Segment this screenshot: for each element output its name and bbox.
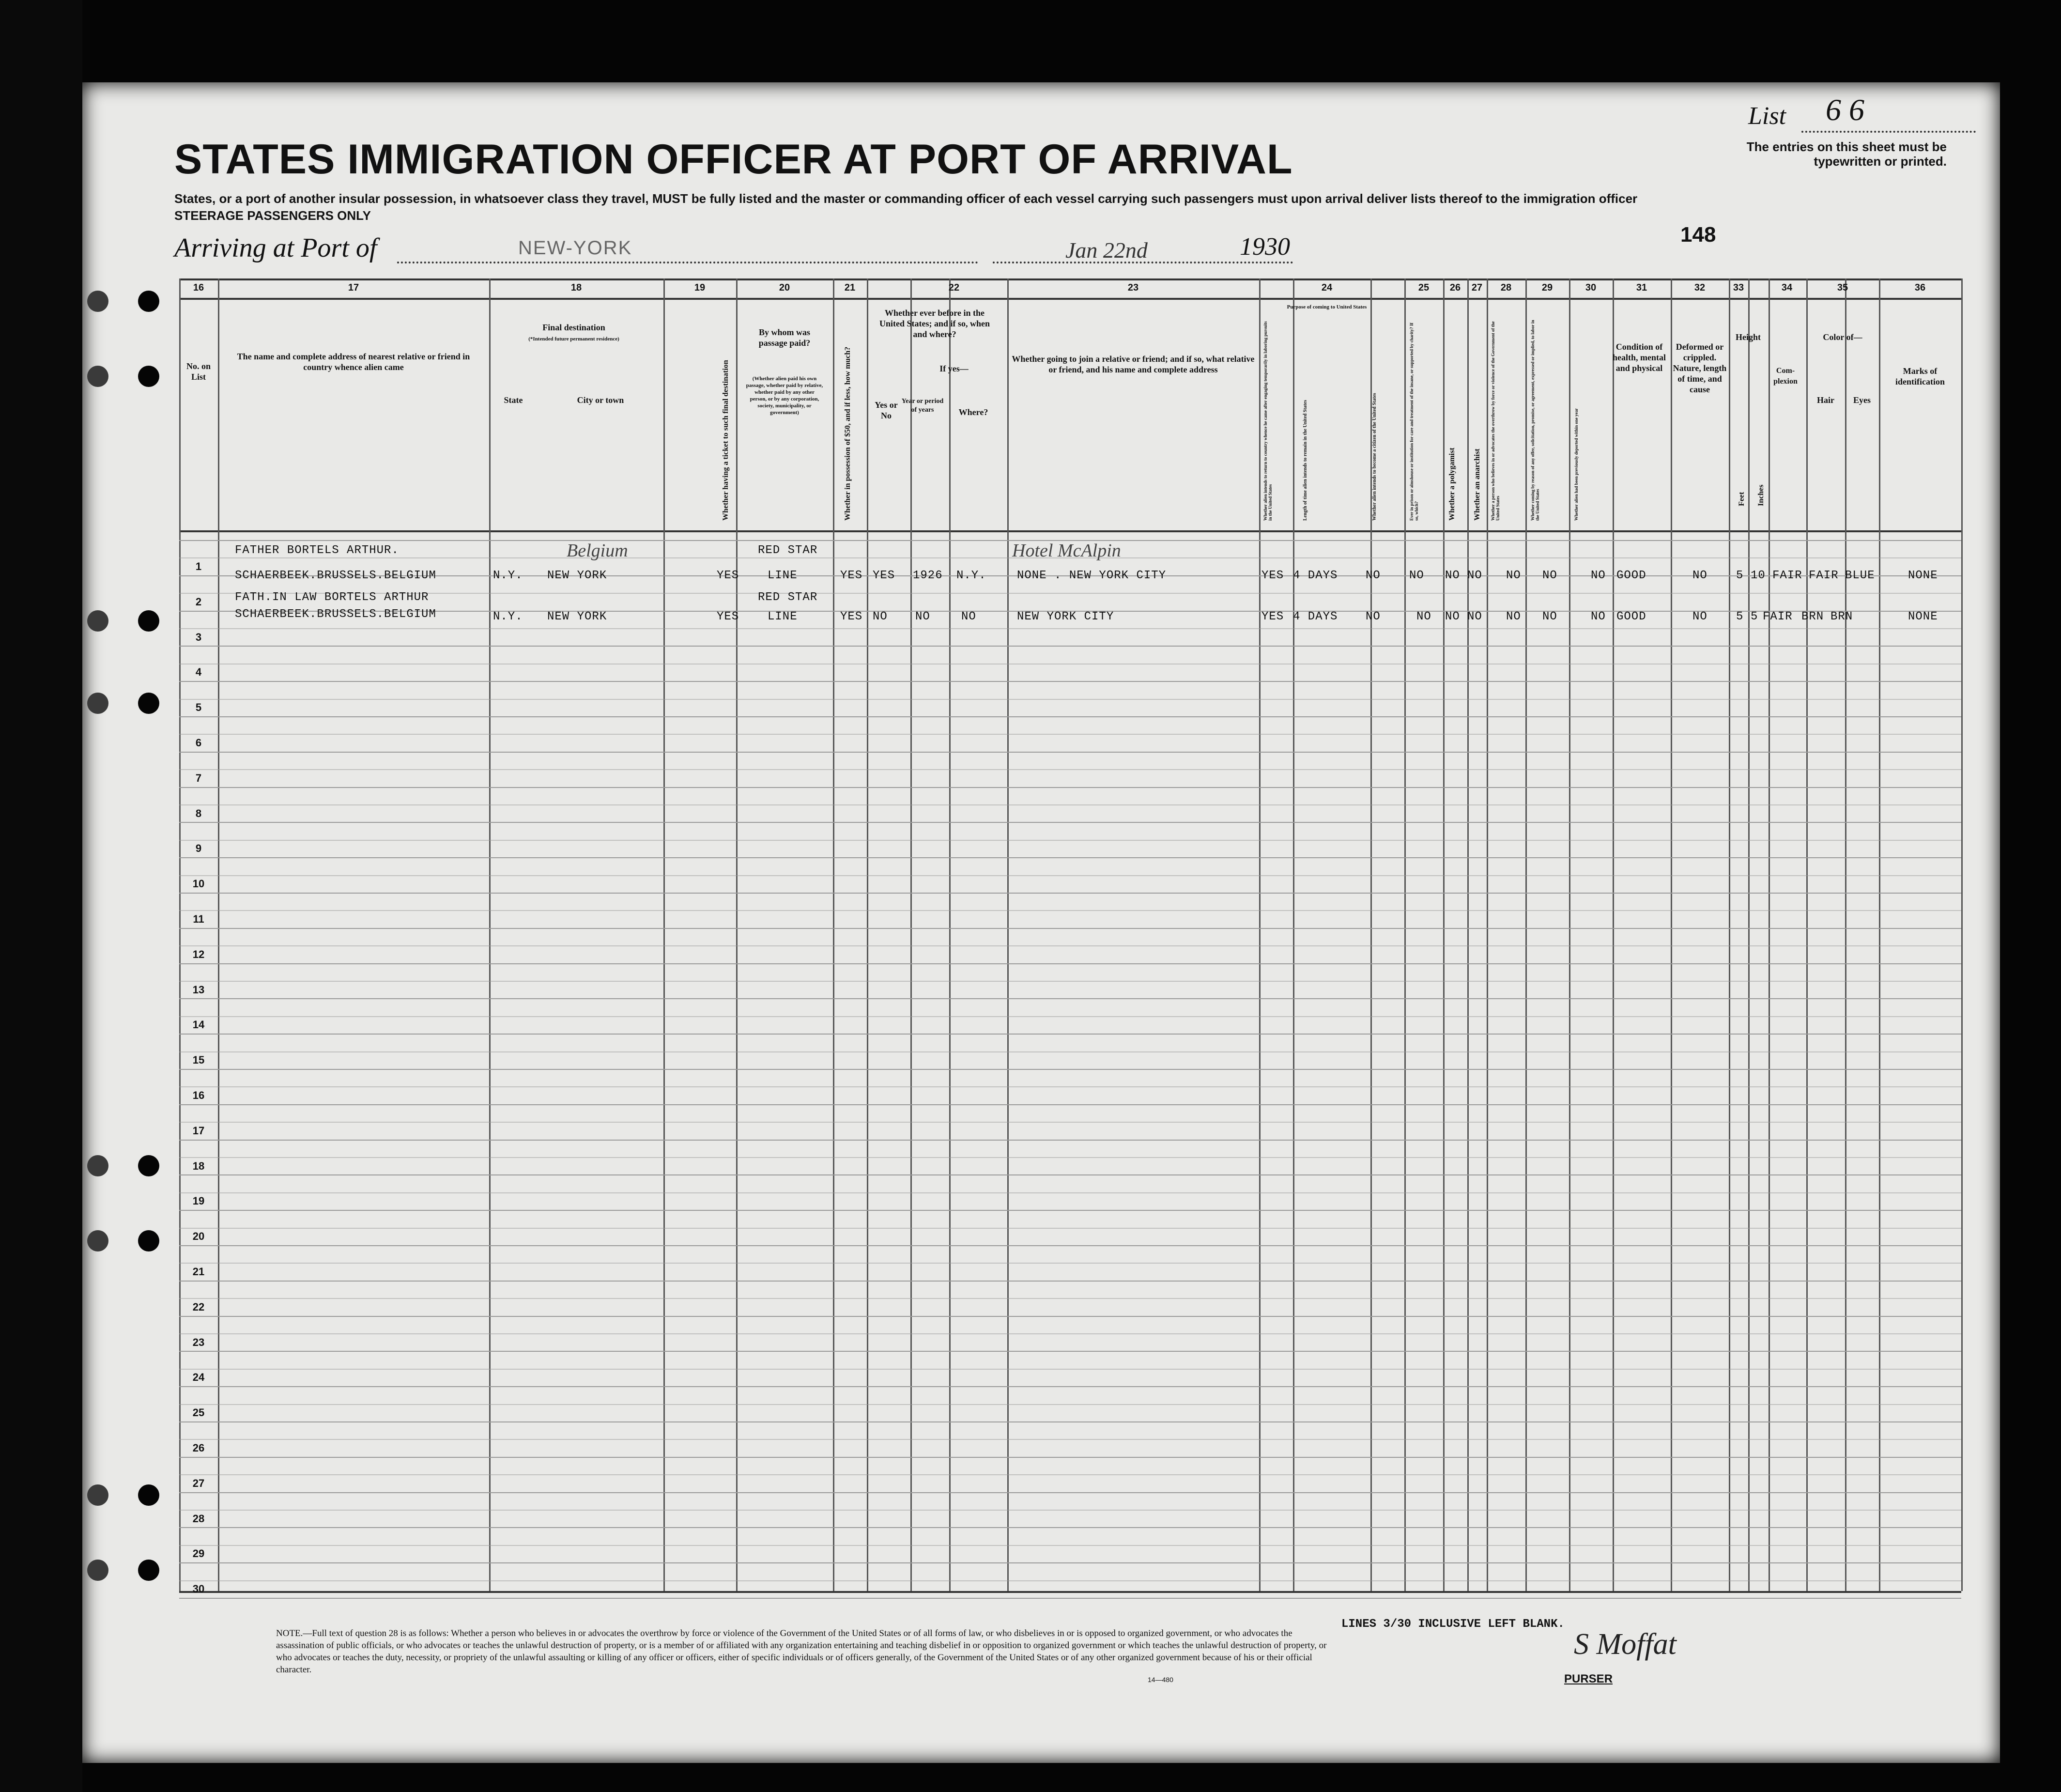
row-line: [179, 1492, 1961, 1493]
header-color-of: Color of—: [1823, 332, 1862, 342]
row1-purpose: YES: [1261, 569, 1284, 582]
row-line: [179, 1263, 1961, 1264]
header-no-on-list: No. on List: [186, 361, 211, 382]
column-line: [1293, 278, 1294, 1591]
binder-hole: [138, 366, 159, 387]
row2-city: NEW YORK: [547, 610, 607, 623]
row-line: [179, 1333, 1961, 1334]
header-height: Height: [1736, 332, 1761, 342]
row2-eyes: BRN: [1830, 610, 1853, 623]
header-purpose: Purpose of coming to United States: [1287, 304, 1367, 310]
purser-signature: S Moffat: [1574, 1628, 1676, 1661]
column-number: 35: [1837, 282, 1848, 293]
grid-bottom-border: [179, 1591, 1961, 1593]
column-line: [1569, 278, 1570, 1591]
row-line: [179, 1545, 1961, 1546]
row-number: 23: [192, 1336, 205, 1348]
form-code: 14—480: [1148, 1676, 1173, 1684]
column-line: [1443, 278, 1445, 1591]
column-number: 29: [1541, 282, 1553, 293]
column-line: [1879, 278, 1880, 1591]
row2-ticket: YES: [717, 610, 739, 623]
header-final-destination: Final destination: [542, 323, 605, 332]
row1-city-annotation: Belgium: [567, 541, 628, 561]
row1-complexion: FAIR: [1772, 569, 1802, 582]
binder-hole: [87, 693, 108, 714]
column-line: [1961, 278, 1963, 1591]
row-line: [179, 822, 1961, 823]
column-line: [1748, 278, 1750, 1591]
header-passage-note: (Whether alien paid his own passage, whether paid by relative, whether paid by any other person, or by any corporation, society, municipality, or government): [746, 376, 823, 416]
column-number: 25: [1418, 282, 1430, 293]
row1-join: NONE . NEW YORK CITY: [1017, 569, 1167, 582]
row-number: 25: [192, 1406, 205, 1419]
row-line: [179, 857, 1961, 858]
row1-state: N.Y.: [493, 569, 523, 582]
row1-relative-line2: SCHAERBEEK.BRUSSELS.BELGIUM: [235, 569, 436, 582]
row2-passage-line2: LINE: [768, 610, 798, 623]
header-overthrow: Whether a person who believes in or advocates the overthrow by force or violence of the Government of the United States: [1491, 321, 1500, 521]
sheet-number: 148: [1680, 223, 1716, 247]
row-line: [179, 893, 1961, 894]
column-number: 32: [1694, 282, 1706, 293]
port-name: NEW-YORK: [518, 237, 632, 259]
row2-join: NEW YORK CITY: [1017, 610, 1114, 623]
row2-complexion: FAIR: [1763, 610, 1793, 623]
row1-eyes: BLUE: [1845, 569, 1875, 582]
header-feet: Feet: [1738, 492, 1746, 506]
row1-city: NEW YORK: [547, 569, 607, 582]
row1-relative-line1: FATHER BORTELS ARTHUR.: [235, 544, 399, 557]
row-number: 12: [192, 948, 205, 960]
header-relative: The name and complete address of nearest relative or friend in country whence alien came: [237, 352, 470, 372]
row-number: 4: [195, 666, 202, 679]
row1-where: N.Y.: [956, 569, 986, 582]
header-state: State: [504, 395, 523, 405]
row1-hair: FAIR: [1809, 569, 1839, 582]
row2-polygamist: NO: [1445, 610, 1460, 623]
binder-hole: [87, 1230, 108, 1251]
column-line: [867, 278, 868, 1591]
row-line: [179, 1316, 1961, 1317]
column-line: [218, 278, 219, 1591]
binder-hole: [138, 1155, 159, 1176]
row1-fifty: YES: [840, 569, 863, 582]
row-line: [179, 804, 1961, 805]
arriving-label: Arriving at Port of: [174, 233, 377, 263]
binder-hole: [87, 610, 108, 632]
row-number: 24: [192, 1371, 205, 1384]
header-if-yes: If yes—: [939, 364, 969, 373]
row-line: [179, 963, 1961, 964]
row1-inches: 10: [1751, 569, 1766, 582]
header-health: Condition of health, mental and physical: [1613, 342, 1666, 373]
row2-citizen: NO: [1366, 610, 1381, 623]
column-line: [663, 278, 665, 1591]
column-number: 22: [948, 282, 960, 293]
manifest-sheet: [82, 82, 2000, 1763]
row-number: 11: [193, 913, 204, 925]
header-year: Year or period of years: [901, 398, 944, 414]
row-line: [179, 1421, 1961, 1422]
row2-health: GOOD: [1616, 610, 1646, 623]
row-line: [179, 1122, 1961, 1123]
header-ticket: Whether having a ticket to such final destination: [722, 360, 730, 521]
row2-year: NO: [915, 610, 930, 623]
row-number: 19: [192, 1195, 205, 1207]
row-line: [179, 1174, 1961, 1175]
row-line: [179, 681, 1961, 682]
row2-fifty: YES: [840, 610, 863, 623]
column-number: 19: [694, 282, 706, 293]
row1-feet: 5: [1736, 569, 1744, 582]
row-number: 20: [192, 1230, 205, 1243]
binder-hole: [138, 1230, 159, 1251]
row-line: [179, 787, 1961, 788]
row-line: [179, 1140, 1961, 1141]
column-line: [949, 278, 951, 1591]
row2-marks: NONE: [1908, 610, 1938, 623]
header-hair: Hair: [1817, 395, 1834, 405]
header-purpose-length: Length of time alien intends to remain in the United States: [1303, 400, 1308, 521]
row-line: [179, 1298, 1961, 1299]
row-number: 26: [192, 1442, 205, 1454]
row1-citizen: NO: [1366, 569, 1381, 582]
row1-anarchist: NO: [1467, 569, 1482, 582]
column-line: [1487, 278, 1488, 1591]
row1-overthrow: NO: [1506, 569, 1521, 582]
header-offer: Whether coming by reason of any offer, solicitation, promise, or agreement, expressed or implied, to labor in the United States: [1530, 320, 1540, 521]
scan-left-margin: [0, 0, 82, 1792]
row-number: 18: [192, 1159, 205, 1172]
row1-year: 1926: [913, 569, 943, 582]
row-number: 9: [195, 842, 202, 855]
column-line: [1845, 278, 1846, 1591]
row-line: [179, 1104, 1961, 1105]
row-number: 2: [195, 595, 202, 608]
column-line: [1007, 278, 1009, 1591]
header-fifty-dollars: Whether in possession of $50, and if less, how much?: [844, 346, 852, 521]
binder-hole: [87, 1155, 108, 1176]
row-line: [179, 1192, 1961, 1193]
header-join-relative: Whether going to join a relative or friend; and if so, what relative or friend, and his name and complete address: [1012, 354, 1255, 374]
header-deported: Whether alien had been previously deported within one year: [1574, 408, 1579, 521]
column-number: 28: [1500, 282, 1512, 293]
header-polygamist: Whether a polygamist: [1448, 448, 1456, 521]
row-line: [179, 716, 1961, 717]
row-line: [179, 1386, 1961, 1387]
row1-join-annotation: Hotel McAlpin: [1012, 541, 1121, 561]
purser-label: PURSER: [1564, 1672, 1613, 1685]
row-line: [179, 981, 1961, 982]
row-number: 10: [192, 878, 205, 890]
header-complexion: Com-plexion: [1773, 367, 1798, 386]
row-number: 8: [195, 807, 202, 819]
column-number: 24: [1321, 282, 1333, 293]
list-number: 6 6: [1826, 93, 1864, 127]
row-line: [179, 646, 1961, 647]
row2-offer: NO: [1542, 610, 1557, 623]
header-bottom-border: [179, 530, 1961, 532]
column-line: [910, 278, 912, 1591]
column-line: [179, 278, 181, 1591]
row-line: [179, 752, 1961, 753]
row-number: 21: [192, 1266, 205, 1278]
row-number: 1: [195, 560, 202, 572]
row1-deported: NO: [1591, 569, 1606, 582]
row1-ticket: YES: [717, 569, 739, 582]
grid-top-border: [179, 278, 1961, 280]
header-eyes: Eyes: [1853, 395, 1871, 405]
row2-hair: BRN: [1801, 610, 1824, 623]
row2-prison: NO: [1416, 610, 1431, 623]
page-title: STATES IMMIGRATION OFFICER AT PORT OF ARRIVAL: [174, 136, 1293, 183]
manifest-grid: [179, 278, 1961, 1683]
column-line: [1729, 278, 1730, 1591]
binder-hole: [138, 693, 159, 714]
column-number: 36: [1914, 282, 1926, 293]
header-deformed: Deformed or crippled. Nature, length of time, and cause: [1673, 342, 1727, 394]
row-line: [179, 593, 1961, 594]
column-line: [1613, 278, 1614, 1591]
row2-relative-line2: SCHAERBEEK.BRUSSELS.BELGIUM: [235, 608, 436, 621]
column-number: 26: [1449, 282, 1461, 293]
column-line: [1671, 278, 1672, 1591]
row-line: [179, 1034, 1961, 1035]
column-number: 31: [1636, 282, 1647, 293]
row2-deported: NO: [1591, 610, 1606, 623]
binder-hole: [87, 1484, 108, 1506]
row-line: [179, 1051, 1961, 1052]
row-line: [179, 1069, 1961, 1070]
row2-feet: 5: [1736, 610, 1744, 623]
instructions-text: States, or a port of another insular possession, in whatsoever class they travel, MUST be fully listed and the master or commanding officer of each vessel carrying such passengers must upon arrival deliver lists thereof to the immigration officer: [174, 191, 1638, 206]
arrival-year: 1930: [1240, 233, 1290, 261]
column-line: [736, 278, 738, 1591]
row-line: [179, 1439, 1961, 1440]
row-line: [179, 1457, 1961, 1458]
column-line: [1467, 278, 1469, 1591]
row-line: [179, 998, 1961, 999]
header-purpose-citizen: Whether alien intends to become a citizen of the United States: [1372, 393, 1377, 521]
header-inches: Inches: [1757, 484, 1765, 506]
column-line: [1404, 278, 1406, 1591]
header-yes-no: Yes or No: [875, 400, 898, 420]
row1-passage-line1: RED STAR: [758, 544, 818, 557]
column-number: 27: [1471, 282, 1483, 293]
binder-hole: [138, 1484, 159, 1506]
row-line: [179, 928, 1961, 929]
header-passage: By whom was passage paid?: [758, 327, 811, 348]
column-number: 18: [570, 282, 582, 293]
row2-state: N.Y.: [493, 610, 523, 623]
row2-relative-line1: FATH.IN LAW BORTELS ARTHUR: [235, 591, 429, 604]
column-line: [1259, 278, 1261, 1591]
header-marks: Marks of identification: [1895, 366, 1945, 386]
row-line: [179, 1228, 1961, 1229]
row-line: [179, 875, 1961, 876]
column-line: [833, 278, 834, 1591]
row2-before: NO: [873, 610, 888, 623]
row-number: 6: [195, 737, 202, 749]
list-number-line: [1801, 131, 1976, 133]
column-line: [489, 278, 491, 1591]
row1-length: 4 DAYS: [1293, 569, 1338, 582]
binder-hole: [138, 1560, 159, 1581]
row2-anarchist: NO: [1467, 610, 1482, 623]
column-number: 30: [1585, 282, 1597, 293]
row-number: 27: [192, 1477, 205, 1489]
binder-hole: [87, 366, 108, 387]
row-number: 29: [192, 1547, 205, 1560]
column-number: 34: [1781, 282, 1793, 293]
binder-hole: [87, 1560, 108, 1581]
question-28-note: NOTE.—Full text of question 28 is as follows: Whether a person who believes in or advocates the overthrow by force or violence of the Government of the United States or of all forms of law, or who disbelieves in or is opposed to organized government, or who advocates the assassination of public officials, or who advocates or teaches the unlawful destruction of property, or is a member of or affiliated with any organization entertaining and teaching disbelief in or opposition to organized government or which teaches the unlawful destruction of property, or who advocates or teaches the duty, necessity, or propriety of the unlawful assaulting or killing of any officer or officers, either of specific individuals or of officers generally, of the Government of the United States or of any other organized government because of his or their official character.: [276, 1628, 1327, 1675]
column-line: [1525, 278, 1527, 1591]
row-line: [179, 1245, 1961, 1246]
row1-offer: NO: [1542, 569, 1557, 582]
passenger-class: STEERAGE PASSENGERS ONLY: [174, 208, 371, 223]
row-number: 28: [192, 1512, 205, 1525]
column-number: 20: [779, 282, 790, 293]
row-line: [179, 840, 1961, 841]
row2-length: 4 DAYS: [1293, 610, 1338, 623]
row-number: 17: [192, 1124, 205, 1137]
header-before-in-us: Whether ever before in the United States; and if so, when and where?: [879, 308, 990, 339]
colnum-border: [179, 298, 1961, 300]
row1-health: GOOD: [1616, 569, 1646, 582]
row-number: 7: [195, 772, 202, 784]
row2-passage-line1: RED STAR: [758, 591, 818, 604]
column-line: [1769, 278, 1770, 1591]
row-line: [179, 1527, 1961, 1528]
row-line: [179, 1598, 1961, 1599]
row-line: [179, 769, 1961, 770]
lines-left-blank: LINES 3/30 INCLUSIVE LEFT BLANK.: [1341, 1618, 1565, 1631]
row1-polygamist: NO: [1445, 569, 1460, 582]
header-purpose-return: Whether alien intends to return to country whence he came after engaging temporarily in laboring pursuits in the United States: [1263, 321, 1273, 521]
row-number: 3: [195, 631, 202, 643]
row-line: [179, 1210, 1961, 1211]
header-prison: Ever in prison or almshouse or institution for care and treatment of the insane, or supported by charity? If so, which?: [1409, 323, 1419, 521]
row1-prison: NO: [1409, 569, 1424, 582]
column-number: 21: [844, 282, 856, 293]
list-label: List: [1748, 102, 1786, 130]
row2-where: NO: [961, 610, 976, 623]
row-line: [179, 1474, 1961, 1475]
row-number: 16: [192, 1089, 205, 1101]
row-line: [179, 699, 1961, 700]
row-line: [179, 628, 1961, 629]
header-city: City or town: [577, 395, 624, 405]
row-number: 13: [192, 983, 205, 996]
row-line: [179, 1016, 1961, 1017]
column-number: 23: [1127, 282, 1139, 293]
row2-purpose: YES: [1261, 610, 1284, 623]
binder-hole: [138, 610, 159, 632]
row-line: [179, 910, 1961, 911]
header-final-destination-note: (*Intended future permanent residence): [528, 336, 619, 342]
row1-before: YES: [873, 569, 895, 582]
row-line: [179, 945, 1961, 946]
row2-deformed: NO: [1692, 610, 1707, 623]
header-anarchist: Whether an anarchist: [1473, 448, 1481, 521]
typewritten-note: The entries on this sheet must be typewritten or printed.: [1746, 139, 1947, 169]
column-line: [1806, 278, 1808, 1591]
arrival-date: Jan 22nd: [1065, 238, 1148, 263]
binder-hole: [138, 291, 159, 312]
row-line: [179, 1086, 1961, 1087]
column-number: 16: [193, 282, 204, 293]
port-line: [397, 262, 978, 263]
binder-hole: [87, 291, 108, 312]
row2-overthrow: NO: [1506, 610, 1521, 623]
row-line: [179, 1510, 1961, 1511]
row-line: [179, 1580, 1961, 1581]
row-line: [179, 734, 1961, 735]
column-number: 33: [1733, 282, 1744, 293]
column-number: 17: [348, 282, 359, 293]
row-line: [179, 1351, 1961, 1352]
row-line: [179, 1562, 1961, 1563]
row-number: 22: [192, 1300, 205, 1313]
row1-passage-line2: LINE: [768, 569, 798, 582]
row-number: 14: [192, 1019, 205, 1031]
row-number: 15: [192, 1054, 205, 1066]
row-line: [179, 1281, 1961, 1282]
row1-deformed: NO: [1692, 569, 1707, 582]
row-line: [179, 1157, 1961, 1158]
row-number: 30: [192, 1583, 205, 1595]
row-line: [179, 1404, 1961, 1405]
row2-inches: 5: [1751, 610, 1758, 623]
row-number: 5: [195, 701, 202, 714]
header-where: Where?: [958, 407, 988, 417]
row-line: [179, 1369, 1961, 1370]
row1-marks: NONE: [1908, 569, 1938, 582]
